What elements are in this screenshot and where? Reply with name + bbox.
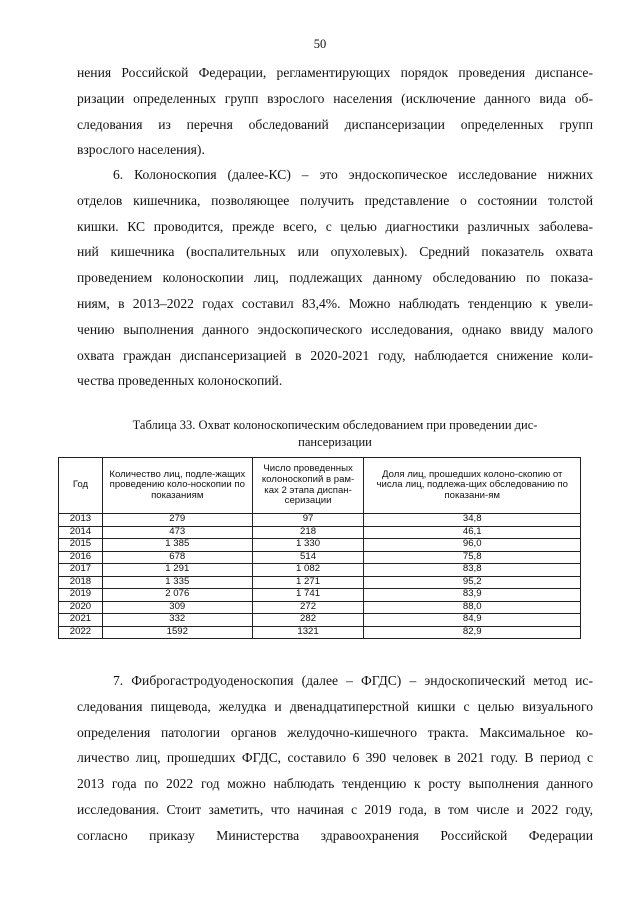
cell-colonoscopies-performed: 218 xyxy=(252,526,364,539)
text-line: 6. Колоноскопия (далее-КС) – это эндоскопическое исследование нижних xyxy=(113,167,593,182)
table-header-row xyxy=(59,458,581,514)
table-caption-line: пансеризации xyxy=(298,435,372,449)
page-number: 50 xyxy=(313,37,327,51)
header-year: Год xyxy=(59,458,103,514)
table-body xyxy=(59,514,581,639)
text-line: ниям, в 2013–2022 годах составил 83,4%. Можно наблюдать тенденцию к увели- xyxy=(77,295,593,311)
cell-persons-subject: 1592 xyxy=(102,626,252,639)
text-line: исследования. Стоит заметить, что начиная с 2019 года, в том числе и 2022 году, xyxy=(77,801,593,817)
table-row xyxy=(59,564,581,577)
cell-year: 2017 xyxy=(59,564,103,577)
text-line: ризации определенных групп взрослого населения (исключение данного вида об- xyxy=(77,90,593,106)
header-colonoscopies-performed: Число проведенных колоноскопий в рам-ках 2 этапа диспан-серизации xyxy=(252,458,364,514)
cell-share-examined: 82,9 xyxy=(364,626,581,639)
cell-persons-subject: 1 335 xyxy=(102,576,252,589)
text-line: 7. Фиброгастродуоденоскопия (далее – ФГДС) – эндоскопический метод ис- xyxy=(113,673,593,688)
cell-year: 2013 xyxy=(59,514,103,527)
cell-colonoscopies-performed: 97 xyxy=(252,514,364,527)
table-row xyxy=(59,514,581,527)
text-line: 2013 года по 2022 год можно наблюдать тенденцию к росту выполнения данного xyxy=(77,776,593,792)
cell-year: 2018 xyxy=(59,576,103,589)
header-persons-subject: Количество лиц, подле-жащих проведению коло-носкопии по показаниям xyxy=(102,458,252,514)
text-line: кишки. КС проводится, прежде всего, с целью диагностики различных заболева- xyxy=(77,218,593,234)
cell-persons-subject: 1 291 xyxy=(102,564,252,577)
text-line: охвата граждан диспансеризацией в 2020-2021 году, наблюдается снижение коли- xyxy=(77,347,593,363)
cell-persons-subject: 2 076 xyxy=(102,589,252,602)
cell-colonoscopies-performed: 1 082 xyxy=(252,564,364,577)
cell-persons-subject: 309 xyxy=(102,601,252,614)
table-row xyxy=(59,576,581,589)
cell-year: 2015 xyxy=(59,539,103,552)
cell-share-examined: 96,0 xyxy=(364,539,581,552)
cell-share-examined: 95,2 xyxy=(364,576,581,589)
cell-persons-subject: 1 385 xyxy=(102,539,252,552)
text-line: взрослого населения). xyxy=(77,142,205,158)
table-row xyxy=(59,589,581,602)
cell-share-examined: 46,1 xyxy=(364,526,581,539)
table-caption-line: Таблица 33. Охват колоноскопическим обследованием при проведении дис- xyxy=(132,418,538,432)
text-line: личество лиц, прошедших ФГДС, составило 6 390 человек в 2021 году. В период с xyxy=(77,750,593,766)
cell-persons-subject: 332 xyxy=(102,614,252,627)
text-line: следования из перечня обследований диспансеризации определенных групп xyxy=(77,116,593,132)
cell-year: 2016 xyxy=(59,551,103,564)
cell-persons-subject: 279 xyxy=(102,514,252,527)
cell-year: 2019 xyxy=(59,589,103,602)
cell-share-examined: 83,8 xyxy=(364,564,581,577)
table-row xyxy=(59,601,581,614)
text-line: ний кишечника (воспалительных или опухолевых). Средний показатель охвата xyxy=(77,244,593,260)
cell-persons-subject: 473 xyxy=(102,526,252,539)
table-row xyxy=(59,626,581,639)
text-line: нения Российской Федерации, регламентирующих порядок проведения диспансе- xyxy=(77,65,593,80)
paragraph-colonoscopy xyxy=(77,162,593,394)
cell-year: 2014 xyxy=(59,526,103,539)
text-line: чества проведенных колоноскопий. xyxy=(77,373,283,389)
text-line: согласно приказу Министерства здравоохранения Российской Федерации xyxy=(77,827,593,843)
header-share-examined: Доля лиц, прошедших колоно-скопию от числа лиц, подлежа-щих обследованию по показани-ям xyxy=(364,458,581,514)
text-line: чению выполнения данного эндоскопического исследования, однако ввиду малого xyxy=(77,321,593,337)
cell-share-examined: 88,0 xyxy=(364,601,581,614)
cell-year: 2021 xyxy=(59,614,103,627)
table-row xyxy=(59,539,581,552)
cell-year: 2022 xyxy=(59,626,103,639)
cell-colonoscopies-performed: 1 330 xyxy=(252,539,364,552)
cell-colonoscopies-performed: 272 xyxy=(252,601,364,614)
cell-colonoscopies-performed: 1 271 xyxy=(252,576,364,589)
cell-colonoscopies-performed: 1 741 xyxy=(252,589,364,602)
table-caption xyxy=(77,417,593,451)
text-line: отделов кишечника, позволяющее получить представление о состоянии толстой xyxy=(77,192,593,208)
cell-share-examined: 75,8 xyxy=(364,551,581,564)
text-line: проведением колоноскопии лиц, подлежащих данному обследованию по показа- xyxy=(77,270,593,286)
cell-share-examined: 34,8 xyxy=(364,514,581,527)
paragraph-fgds xyxy=(77,668,593,849)
cell-share-examined: 84,9 xyxy=(364,614,581,627)
table-row xyxy=(59,551,581,564)
cell-share-examined: 83,9 xyxy=(364,589,581,602)
text-line: определения патологии органов желудочно-кишечного тракта. Максимальное ко- xyxy=(77,724,593,740)
text-line: следования пищевода, желудка и двенадцатиперстной кишки с целью визуального xyxy=(77,698,593,714)
paragraph-intro-continuation xyxy=(77,60,593,163)
cell-colonoscopies-performed: 282 xyxy=(252,614,364,627)
cell-colonoscopies-performed: 514 xyxy=(252,551,364,564)
cell-year: 2020 xyxy=(59,601,103,614)
table-row xyxy=(59,614,581,627)
cell-persons-subject: 678 xyxy=(102,551,252,564)
cell-colonoscopies-performed: 1321 xyxy=(252,626,364,639)
colonoscopy-coverage-table xyxy=(58,457,581,639)
table-row xyxy=(59,526,581,539)
